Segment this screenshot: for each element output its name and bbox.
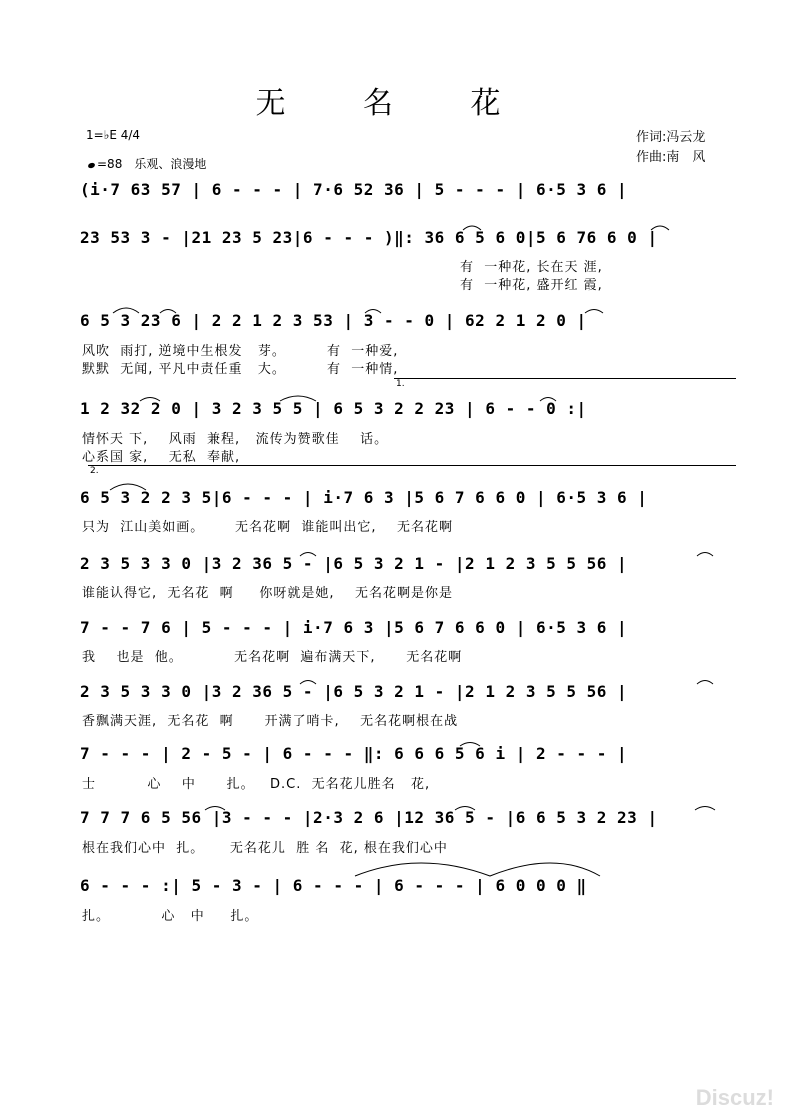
lyric-4-verse-2: 心系国 家, 无私 奉献,	[82, 450, 241, 465]
lyric-2-verse-1: 有 一种花, 长在天 涯,	[460, 260, 603, 275]
staff-line-5: 6 5 3 2 2 3 5|6 - - - | i·7 6 3 |5 6 7 6 6 0 | 6·5 3 6 |	[80, 488, 648, 507]
staff-line-11: 6 - - - :| 5 - 3 - | 6 - - - | 6 - - - | 6 0 0 0 ‖	[80, 876, 587, 895]
lyric-7: 我 也是 他。 无名花啊 遍布满天下, 无名花啊	[82, 650, 463, 665]
lyricist: 作词:冯云龙	[636, 130, 706, 145]
slur-18	[695, 807, 715, 811]
lyric-10: 根在我们心中 扎。 无名花儿 胜 名 花, 根在我们心中	[82, 841, 448, 856]
slur-1	[463, 226, 481, 230]
staff-line-6: 2 3 5 3 3 0 |3 2 36 5 - |6 5 3 2 1 - |2 1 2 3 5 5 56 |	[80, 554, 628, 573]
second-ending-label: 2.	[90, 466, 99, 476]
staff-line-9: 7 - - - | 2 - 5 - | 6 - - - ‖: 6 6 6 5 6 i | 2 - - - |	[80, 744, 628, 763]
slur-13	[300, 681, 316, 685]
slur-10	[110, 484, 146, 490]
composer: 作曲:南 风	[636, 150, 706, 165]
lyric-11: 扎。 心 中 扎。	[82, 909, 259, 924]
lyric-4-verse-1: 情怀天 下, 风雨 兼程, 流传为赞歌佳 话。	[82, 432, 389, 447]
slur-9	[540, 398, 556, 402]
staff-line-4: 1 2 32 2 0 | 3 2 3 5 5 | 6 5 3 2 2 23 | 6 - - 0 :|	[80, 399, 587, 418]
lyric-9: 士 心 中 扎。 D.C. 无名花儿胜名 花,	[82, 777, 431, 792]
song-title: 无 名 花	[255, 86, 535, 121]
tempo-value: =88	[97, 157, 123, 171]
staff-line-1: (i·7 63 57 | 6 - - - | 7·6 52 36 | 5 - - - | 6·5 3 6 |	[80, 180, 628, 199]
lyric-8: 香飘满天涯, 无名花 啊 开满了哨卡, 无名花啊根在战	[82, 714, 459, 729]
staff-line-7: 7 - - 7 6 | 5 - - - | i·7 6 3 |5 6 7 6 6 0 | 6·5 3 6 |	[80, 618, 628, 637]
watermark: Discuz!	[695, 1085, 774, 1110]
lyric-3-verse-1: 风吹 雨打, 逆境中生根发 芽。 有 一种爱,	[82, 344, 399, 359]
slur-4	[160, 310, 176, 314]
staff-line-10: 7 7 7 6 5 56 |3 - - - |2·3 2 6 |12 36 5 - |6 6 5 3 2 23 |	[80, 808, 658, 827]
tie-final	[355, 863, 600, 876]
performance-style: 乐观、浪漫地	[134, 157, 207, 171]
slur-15	[460, 743, 480, 747]
slur-3	[113, 308, 139, 313]
staff-line-8: 2 3 5 3 3 0 |3 2 36 5 - |6 5 3 2 1 - |2 1 2 3 5 5 56 |	[80, 682, 628, 701]
staff-line-3: 6 5 3 23 6 | 2 2 1 2 3 53 | 3 - - 0 | 62 2 1 2 0 |	[80, 311, 587, 330]
slur-12	[697, 553, 713, 557]
first-ending-label: 1.	[396, 379, 405, 389]
slur-14	[697, 681, 713, 685]
lyric-3-verse-2: 默默 无闻, 平凡中责任重 大。 有 一种情,	[82, 362, 399, 377]
slur-7	[140, 398, 160, 402]
slur-2	[651, 226, 669, 230]
key-signature: 1=♭E 4/4	[86, 128, 141, 142]
slur-6	[585, 310, 603, 314]
slur-17	[455, 807, 475, 811]
slur-16	[205, 807, 225, 811]
slur-11	[300, 553, 316, 557]
slur-8	[280, 396, 316, 401]
slur-5	[365, 310, 381, 314]
lyric-5: 只为 江山美如画。 无名花啊 谁能叫出它, 无名花啊	[82, 520, 453, 535]
staff-line-2: 23 53 3 - |21 23 5 23|6 - - - )‖: 36 6 5 6 0|5 6 76 6 0 |	[80, 228, 658, 247]
lyric-2-verse-2: 有 一种花, 盛开红 霞,	[460, 278, 603, 293]
lyric-6: 谁能认得它, 无名花 啊 你呀就是她, 无名花啊是你是	[82, 586, 453, 601]
